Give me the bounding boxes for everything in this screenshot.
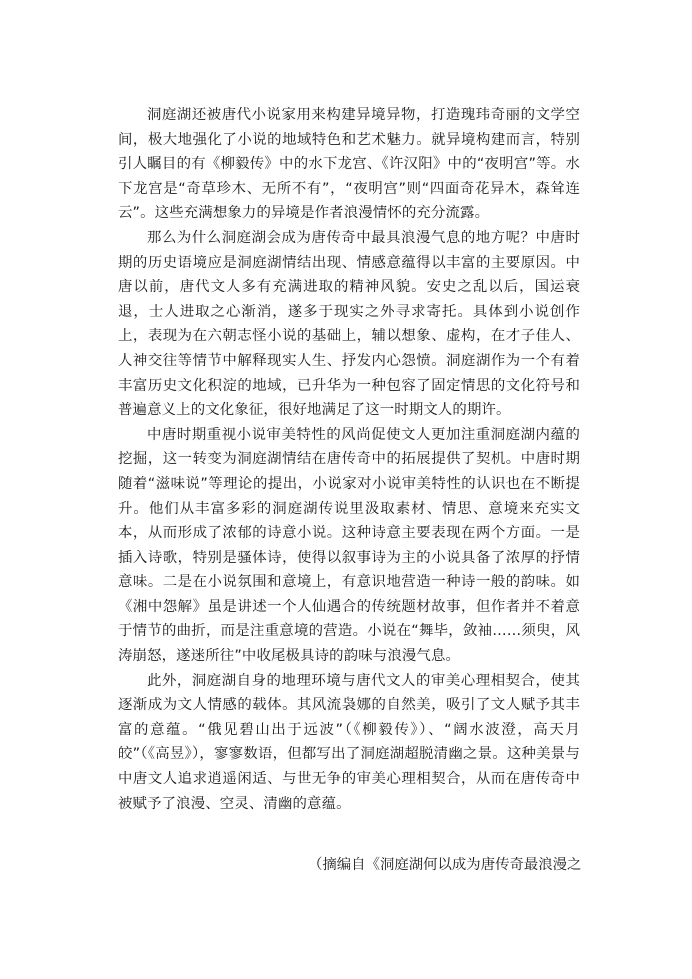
source-citation: （摘编自《洞庭湖何以成为唐传奇最浪漫之: [308, 857, 582, 873]
paragraph-3: 中唐时期重视小说审美特性的风尚促使文人更加注重洞庭湖内蕴的挖掘，这一转变为洞庭湖情结在唐传奇中的拓展提供了契机。中唐时期随着“滋味说”等理论的提出，小说家对小说审美特性的认识也在不断提升。他们从丰富多彩的洞庭湖传说里汲取素材、情思、意境来充实文本，从而形成了浓郁的诗意小说。这种诗意主要表现在两个方面。一是插入诗歌，特别是骚体诗，使得以叙事诗为主的小说具备了浓厚的抒情意味。二是在小说氛围和意境上，有意识地营造一种诗一般的韵味。如《湘中怨解》虽是讲述一个人仙遇合的传统题材故事，但作者并不着意于情节的曲折，而是注重意境的营造。小说在“舞毕，敛袖……须臾，风涛崩怒，遂迷所往”中收尾极具诗的韵味与浪漫气息。: [118, 426, 580, 665]
paragraph-1: 洞庭湖还被唐代小说家用来构建异境异物，打造瑰玮奇丽的文学空间，极大地强化了小说的地域特色和艺术魅力。就异境构建而言，特别引人瞩目的有《柳毅传》中的水下龙宫、《许汉阳》中的“夜明宫”等。水下龙宫是“奇草珍木、无所不有”，“夜明宫”则“四面奇花异木，森耸连云”。这些充满想象力的异境是作者浪漫情怀的充分流露。: [118, 107, 580, 222]
article-body: [118, 103, 580, 816]
paragraph-4: 此外，洞庭湖自身的地理环境与唐代文人的审美心理相契合，使其逐渐成为文人情感的载体。其风流袅娜的自然美，吸引了文人赋予其丰富的意蕴。“俄见碧山出于远波”（《柳毅传》）、“阔水波澄，高天月皎”（《高昱》），寥寥数语，但都写出了洞庭湖超脱清幽之景。这种美景与中唐文人追求逍遥闲适、与世无争的审美心理相契合，从而在唐传奇中被赋予了浪漫、空灵、清幽的意蕴。: [118, 672, 580, 812]
paragraph-2: 那么为什么洞庭湖会成为唐传奇中最具浪漫气息的地方呢？中唐时期的历史语境应是洞庭湖情结出现、情感意蕴得以丰富的主要原因。中唐以前，唐代文人多有充满进取的精神风貌。安史之乱以后，国运衰退，士人进取之心渐消，遂多于现实之外寻求寄托。具体到小说创作上，表现为在六朝志怪小说的基础上，辅以想象、虚构，在才子佳人、人神交往等情节中解释现实人生、抒发内心怨愤。洞庭湖作为一个有着丰富历史文化积淀的地域，已升华为一种包容了固定情思的文化符号和普遍意义上的文化象征，很好地满足了这一时期文人的期许。: [118, 229, 580, 419]
